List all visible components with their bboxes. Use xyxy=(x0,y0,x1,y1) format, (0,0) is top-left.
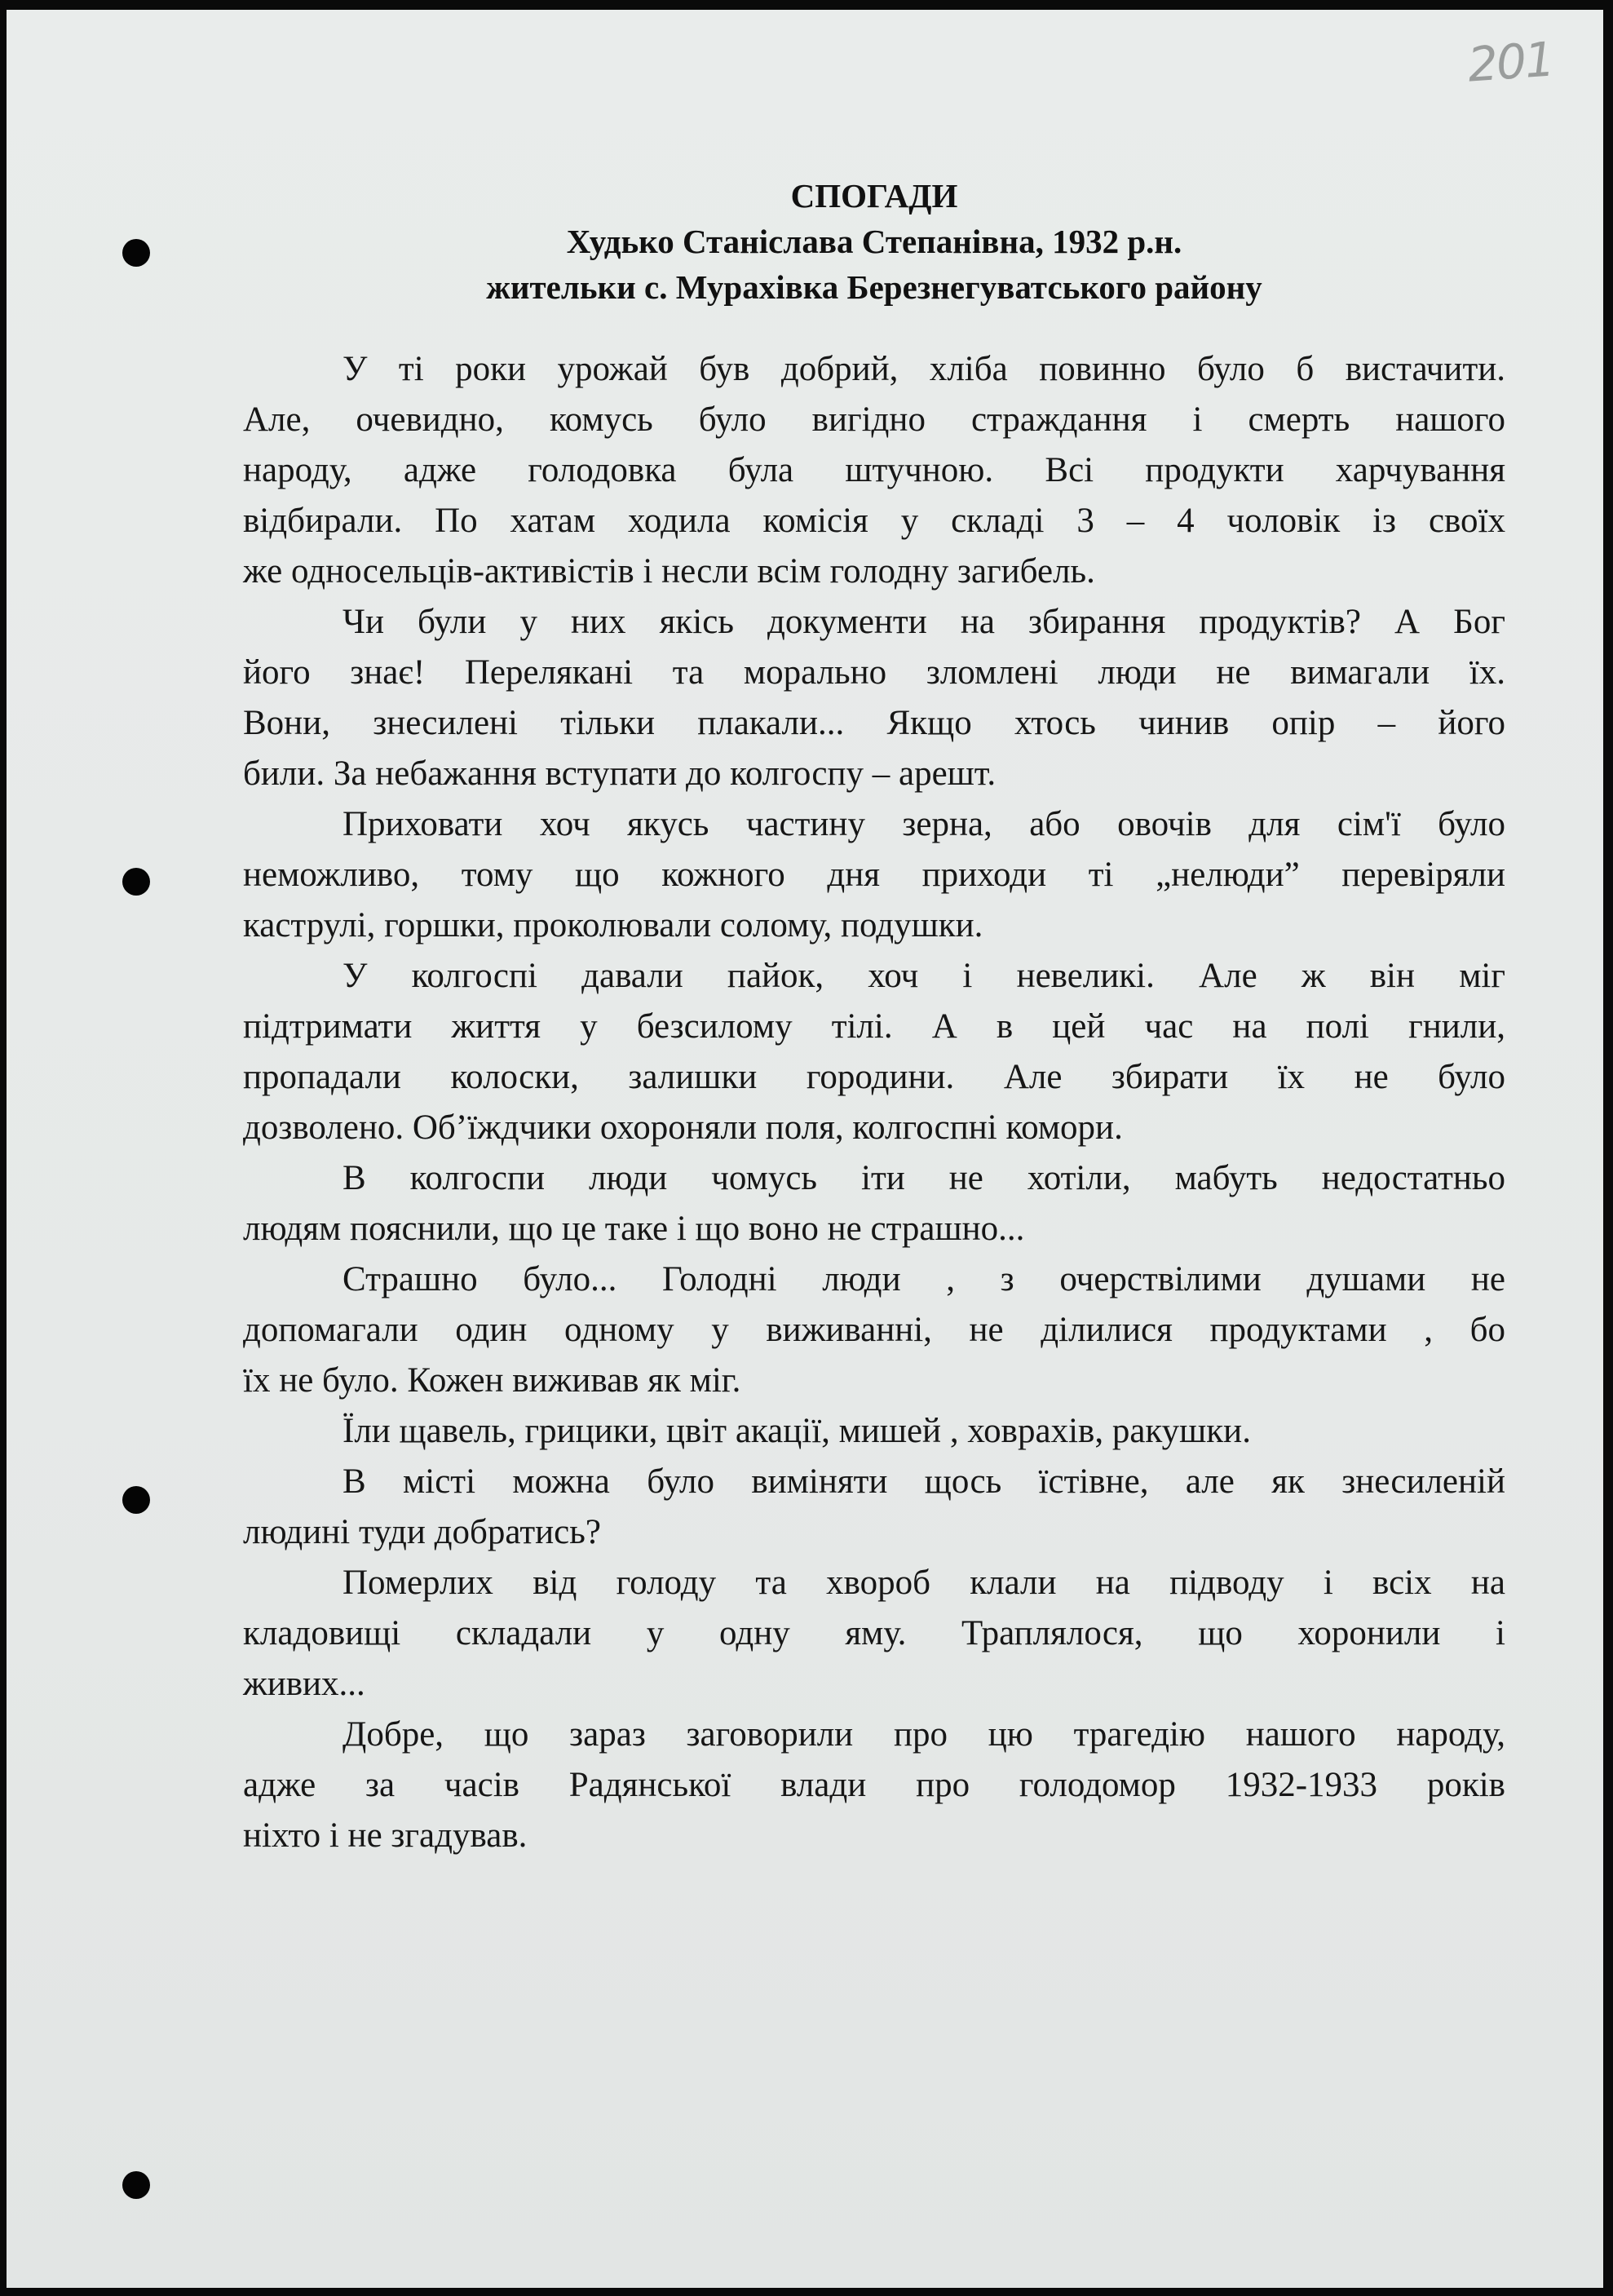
residence-line: жительки с. Мурахівка Березнегуватського району xyxy=(486,268,1262,306)
punch-hole xyxy=(122,2171,150,2199)
text-line: людині туди добратись? xyxy=(243,1513,601,1551)
text-line: Страшно було... Голодні люди , з очерствілими душами не xyxy=(342,1260,1505,1298)
handwritten-page-number: 201 xyxy=(1465,31,1555,93)
author-line: Худько Станіслава Степанівна, 1932 р.н. xyxy=(566,223,1182,260)
text-line: Вони, знесилені тільки плакали... Якщо хтось чинив опір – його xyxy=(243,704,1505,742)
paragraph xyxy=(243,799,1505,951)
text-line: пропадали колоски, залишки городини. Але збирати їх не було xyxy=(243,1058,1505,1096)
paragraph xyxy=(243,344,1505,597)
text-line: ніхто і не згадував. xyxy=(243,1816,528,1855)
text-line: допомагали один одному у виживанні, не ділилися продуктами , бо xyxy=(243,1311,1505,1349)
paragraph xyxy=(243,1406,1505,1457)
text-line: дозволено. Об’їждчики охороняли поля, колгоспні комори. xyxy=(243,1108,1123,1147)
text-line: Але, очевидно, комусь було вигідно страждання і смерть нашого xyxy=(243,400,1505,439)
paragraph xyxy=(243,1457,1505,1558)
document-page xyxy=(7,10,1603,2288)
document-body xyxy=(243,344,1505,1861)
text-line: неможливо, тому що кожного дня приходи ті „нелюди” перевіряли xyxy=(243,856,1505,894)
document-header xyxy=(243,173,1505,310)
text-line: відбирали. По хатам ходила комісія у складі 3 – 4 чоловік із своїх xyxy=(243,502,1505,540)
text-line: людям пояснили, що це таке і що воно не страшно... xyxy=(243,1210,1025,1248)
text-line: живих... xyxy=(243,1665,365,1703)
text-line: кладовищі складали у одну яму. Траплялося, що хоронили і xyxy=(243,1614,1505,1652)
punch-hole xyxy=(122,868,150,896)
text-line: Їли щавель, грицики, цвіт акації, мишей , ховрахів, ракушки. xyxy=(342,1412,1251,1450)
text-line: Чи були у них якісь документи на збирання продуктів? А Бог xyxy=(342,603,1505,641)
text-line: каструлі, горшки, проколювали солому, подушки. xyxy=(243,906,983,945)
text-line: Приховати хоч якусь частину зерна, або овочів для сім'ї було xyxy=(342,805,1505,843)
punch-hole xyxy=(122,1486,150,1514)
paragraph xyxy=(243,1254,1505,1406)
text-line: били. За небажання вступати до колгоспу – арешт. xyxy=(243,754,997,793)
text-line: У колгоспі давали пайок, хоч і невеликі. Але ж він міг xyxy=(342,957,1505,995)
text-line: У ті роки урожай був добрий, хліба повинно було б вистачити. xyxy=(342,350,1505,388)
punch-hole xyxy=(122,239,150,267)
text-line: їх не було. Кожен виживав як міг. xyxy=(243,1361,741,1400)
paragraph xyxy=(243,597,1505,799)
text-line: народу, адже голодовка була штучною. Всі продукти харчування xyxy=(243,451,1505,489)
text-line: же односельців-активістів і несли всім голодну загибель. xyxy=(243,552,1095,591)
text-line: Померлих від голоду та хвороб клали на підводу і всіх на xyxy=(342,1564,1505,1602)
text-line: В місті можна було виміняти щось їстівне, але як знесиленій xyxy=(342,1462,1505,1501)
paragraph xyxy=(243,1153,1505,1254)
paragraph xyxy=(243,1558,1505,1710)
text-line: адже за часів Радянської влади про голодомор 1932-1933 років xyxy=(243,1766,1505,1804)
text-line: Добре, що зараз заговорили про цю трагедію нашого народу, xyxy=(342,1715,1505,1754)
paragraph xyxy=(243,1710,1505,1861)
text-line: В колгоспи люди чомусь іти не хотіли, мабуть недостатньо xyxy=(342,1159,1505,1197)
document-title: СПОГАДИ xyxy=(790,177,958,215)
paragraph xyxy=(243,951,1505,1153)
text-line: підтримати життя у безсилому тілі. А в цей час на полі гнили, xyxy=(243,1007,1505,1046)
text-line: його знає! Перелякані та морально зломлені люди не вимагали їх. xyxy=(243,653,1505,692)
